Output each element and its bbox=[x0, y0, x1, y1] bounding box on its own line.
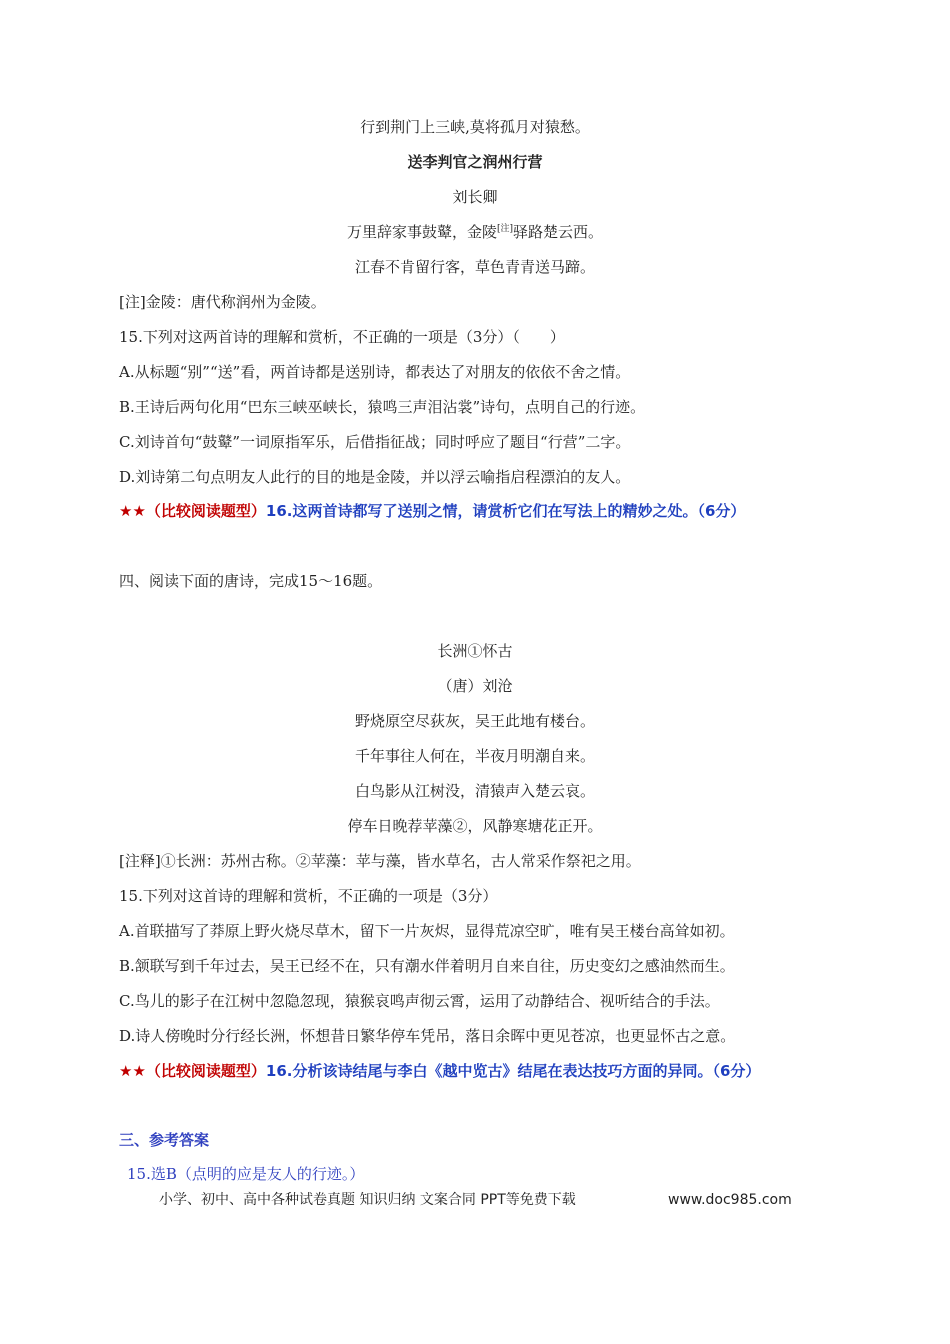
poem3-title: 长洲①怀古 bbox=[437, 642, 513, 660]
q15b-stem: 15.下列对这首诗的理解和赏析，不正确的一项是（3分） bbox=[119, 887, 498, 905]
poem2-line2: 江春不肯留行客，草色青青送马蹄。 bbox=[354, 258, 595, 276]
q15b-option-c: C.鸟儿的影子在江树中忽隐忽现，猿猴哀鸣声彻云霄，运用了动静结合、视听结合的手法。 bbox=[119, 992, 720, 1010]
q15b-option-b: B.颔联写到千年过去，吴王已经不在，只有潮水伴着明月自来自往，历史变幻之感油然而生。 bbox=[119, 957, 735, 975]
section4-heading: 四、阅读下面的唐诗，完成15～16题。 bbox=[119, 572, 383, 590]
answer-15: 15.选B（点明的应是友人的行迹。） bbox=[127, 1165, 365, 1183]
q16a bbox=[119, 501, 745, 521]
poem3-line-2: 千年事往人何在，半夜月明潮自来。 bbox=[354, 747, 595, 765]
q15b-option-a: A.首联描写了莽原上野火烧尽草木，留下一片灰烬，显得荒凉空旷，唯有吴王楼台高耸如初。 bbox=[119, 922, 735, 940]
q15a-option-d: D.刘诗第二句点明友人此行的目的地是金陵，并以浮云喻指启程漂泊的友人。 bbox=[119, 468, 631, 486]
answers-heading: 三、参考答案 bbox=[119, 1131, 210, 1149]
q15a-option-a: A.从标题“别”“送”看，两首诗都是送别诗，都表达了对朋友的依依不舍之情。 bbox=[119, 363, 631, 381]
q15a-option-b: B.王诗后两句化用“巴东三峡巫峡长，猿鸣三声泪沾裳”诗句，点明自己的行迹。 bbox=[119, 398, 646, 416]
poem3-line-1: 野烧原空尽荻灰，吴王此地有楼台。 bbox=[354, 712, 595, 730]
footer-text: 小学、初中、高中各种试卷真题 知识归纳 文案合同 PPT等免费下载 bbox=[159, 1192, 576, 1208]
q15a-stem: 15.下列对这两首诗的理解和赏析，不正确的一项是（3分）（ ） bbox=[119, 328, 565, 346]
poem2-note-marker: [注] bbox=[496, 224, 514, 234]
q15a-option-c: C.刘诗首句“鼓鼙”一词原指军乐，后借指征战；同时呼应了题目“行营”二字。 bbox=[119, 433, 631, 451]
poem3-line-3: 白鸟影从江树没，清猿声入楚云哀。 bbox=[354, 782, 595, 800]
q16b-text: 16.分析该诗结尾与李白《越中览古》结尾在表达技巧方面的异同。（6分） bbox=[265, 1062, 761, 1080]
poem2-line1-part2: 驿路楚云西。 bbox=[513, 223, 604, 241]
q16a-tag: ★★（比较阅读题型） bbox=[119, 502, 266, 520]
q16a-text: 16.这两首诗都写了送别之情，请赏析它们在写法上的精妙之处。（6分） bbox=[265, 502, 746, 520]
q16b-tag: ★★（比较阅读题型） bbox=[119, 1062, 266, 1080]
poem2-title: 送李判官之润州行营 bbox=[407, 153, 543, 171]
footer-site-link[interactable]: www.doc985.com bbox=[668, 1192, 792, 1208]
q16b bbox=[119, 1061, 760, 1081]
poem2-line1-part1: 万里辞家事鼓鼙，金陵 bbox=[346, 223, 497, 241]
poem2-line1 bbox=[0, 222, 950, 242]
poem2-author: 刘长卿 bbox=[452, 188, 498, 206]
poem2-note: [注]金陵：唐代称润州为金陵。 bbox=[119, 293, 326, 311]
poem3-line-4: 停车日晚荐苹藻②，风静寒塘花正开。 bbox=[347, 817, 603, 835]
poem3-note: [注释]①长洲：苏州古称。②苹藻：苹与藻，皆水草名，古人常采作祭祀之用。 bbox=[119, 852, 641, 870]
q15b-option-d: D.诗人傍晚时分行经长洲，怀想昔日繁华停车凭吊，落日余晖中更见苍凉，也更显怀古之意。 bbox=[119, 1027, 736, 1045]
poem3-author: （唐）刘沧 bbox=[437, 677, 513, 695]
poem1-last-line: 行到荆门上三峡,莫将孤月对猿愁。 bbox=[360, 118, 590, 136]
